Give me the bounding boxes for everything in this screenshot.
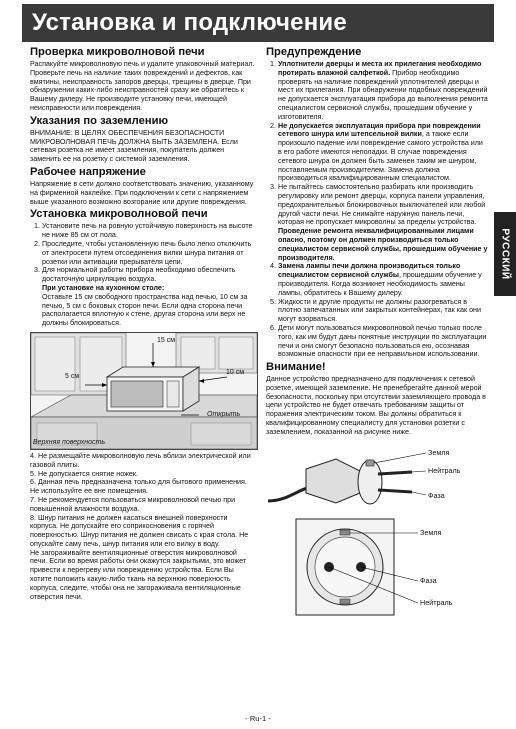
clearance-back-label: 10 см <box>226 368 245 376</box>
install-list-continued <box>30 452 256 549</box>
list-item: 5. Жидкости и другие продукты не должны разогреваться в плотно запечатанных или закрытых контейнерах, так как они могут взорваться. <box>278 298 488 324</box>
list-item <box>278 60 488 122</box>
warning-4-text: , прошедшим обучение у производителя. Когда возникнет необходимость замены лампы, обратитесь к Вашему дилеру. <box>278 271 482 297</box>
socket-neutral-label: Нейтраль <box>420 597 453 607</box>
section-check-title: Проверка микроволновой печи <box>30 46 205 58</box>
language-tab-label: РУССКИЙ <box>499 228 511 280</box>
socket-ground-label: Земля <box>420 527 442 537</box>
section-voltage-title: Рабочее напряжение <box>30 165 146 178</box>
warning-3-bold: Проведение ремонта неквалифицированными лицами опасно, поэтому он должен производиться только специалистом сервисной службы, прошедшим обучение у производителя. <box>278 227 488 262</box>
section-grounding-text: ВНИМАНИЕ: В ЦЕЛЯХ ОБЕСПЕЧЕНИЯ БЕЗОПАСНОСТИ МИКРОВОЛНОВАЯ ПЕЧЬ ДОЛЖНА БЫТЬ ЗАЗЕМЛЕНА. Если сетевая розетка не имеет заземления, покупатель должен заменить ее на розетку с системой заземления. <box>30 128 238 164</box>
warning-1-text: Прибор необходимо проверять на наличие повреждений уплотнителей дверцы и мест их прилегания. При обнаружении подобных повреждений не допускается эксплуатация прибора до выполнения ремонта специалистом сервисной службы, прошедшим обучение у изготовителя. <box>278 68 488 121</box>
socket-figure <box>266 517 488 617</box>
install-list <box>30 222 256 328</box>
warning-2-text: , а также если произошло падение или повреждение самого устройства или в его работе имеются неполадки. В случае повреждения сетевого шнура он должен быть заменен таким же шнуром, поставляемым производителем. Замена должна производиться квалифицированным специалистом. <box>278 130 483 183</box>
socket-illustration <box>266 517 488 617</box>
left-column <box>30 44 256 601</box>
warning-2-bold: Не допускается эксплуатация прибора при повреждении сетевого шнура или штепсельной вилки <box>278 121 481 139</box>
section-install-title: Установка микроволновой печи <box>30 208 208 221</box>
list-item: 6. Данная печь предназначена только для бытового применения. Не используйте ее вне помещения. <box>30 478 247 496</box>
plug-illustration <box>266 441 488 513</box>
list-item: 8. Шнур питания не должен касаться внешней поверхности корпуса. Не допускайте его соприкосновения с горячей поверхностью. Шнур питания не должен свисать с края стола. Не опускайте саму печь, шнур питания или его вилку в воду. <box>30 513 249 548</box>
plug-neutral-label: Нейтраль <box>428 465 461 475</box>
right-column <box>266 44 488 617</box>
list-item: 1. Установите печь на ровную устойчивую поверхность на высоте не ниже 85 см от пола. <box>42 222 256 240</box>
list-item: 6. Дети могут пользоваться микроволновой печью только после того, как им будут даны понятные инструкции по эксплуатации печи и они смогут безопасно пользоваться ею, осознавая возможные опасности при ее неправильном использовании. <box>278 324 488 359</box>
list-item: 5. Не допускается снятие ножек. <box>30 469 138 478</box>
plug-ground-label: Земля <box>428 447 450 457</box>
warning-1-bold: Уплотнители дверцы и места их прилегания необходимо протирать влажной салфеткой. <box>278 60 482 77</box>
language-tab <box>494 212 516 296</box>
kitchen-title: При установке на кухонном столе: <box>42 283 165 292</box>
list-item: 4. Не размещайте микроволновую печь вблизи электрической или газовой плиты. <box>30 451 251 469</box>
warning-list <box>266 60 488 359</box>
open-label: Открыть <box>207 410 241 418</box>
list-item: 7. Не рекомендуется пользоваться микроволновой печью при повышенной влажности воздуха. <box>30 495 236 513</box>
clearance-illustration <box>31 333 257 449</box>
attention-text: Данное устройство предназначено для подключения к сетевой розетке, имеющей заземление. Не пренебрегайте данной мерой безопасности, поскольку при отсутствии заземляющего провода в цепи устройство не будет отвечать требованиям защиты от поражения электрическим током. Вы должны обратиться к квалифицированному специалисту для установки розетки с заземлением, показанной на рисунке ниже. <box>266 375 486 436</box>
ventilation-text: Не загораживайте вентиляционные отверстия микроволновой печи. Если во время работы они окажутся закрытыми, это может привести к перегреву или повреждению устройства. Если Вы хотите положить какую-либо ткань на верхнюю поверхность корпуса, следите, чтобы она не загораживала вентиляционные отверстия печи. <box>30 548 247 601</box>
clearance-top-label: 15 см <box>157 336 176 344</box>
page-number: - Ru-1 - <box>245 714 271 723</box>
list-item <box>278 262 488 297</box>
list-item <box>42 266 256 328</box>
list-item-text: Для нормальной работы прибора необходимо обеспечить достаточную циркуляцию воздуха. <box>42 266 236 284</box>
page-title: Установка и подключение <box>32 9 347 36</box>
section-grounding-title: Указания по заземлению <box>30 114 169 127</box>
warning-3-text: Не пытайтесь самостоятельно разбирать или производить регулировку или ремонт дверцы, корпуса панели управления, предохранительных блокировочных выключателей или любой другой части печи. Не снимайте наружную панель печи, которая не пропускает микроволны за пределы устройства. <box>278 183 486 227</box>
section-check-text: Распакуйте микроволновую печь и удалите упаковочный материал. Проверьте печь на наличие таких повреждений и дефектов, как вмятины, неисправность запоров дверцы, трещины в дверце. При обнаружении каких-либо неисправностей сразу же обратитесь к Вашему дилеру. Не производите установку печи, имеющей неисправности или повреждения. <box>30 60 255 112</box>
warning-title: Предупреждение <box>266 46 362 58</box>
clearance-side-label: 5 см <box>65 372 80 380</box>
section-voltage-text: Напряжение в сети должно соответствовать значению, указанному на фирменной наклейке. При подключении к сети с напряжением выше указанного возможно возгорание или другие повреждения. <box>30 179 254 206</box>
kitchen-text: Оставьте 15 см свободного пространства над печью, 10 см за печью, 5 см с боковых сторон печи. Если одна сторона печи располагается вплотную к стене, другая сторона или верх не должны блокироваться. <box>42 292 248 328</box>
list-item <box>278 122 488 184</box>
list-item: 2. Проследите, чтобы установленную печь было легко отключить от электросети путем отсоединения вилки шнура питания от розетки или активации прерывателя цепи. <box>42 240 256 266</box>
list-item <box>278 183 488 262</box>
clearance-figure <box>30 332 258 450</box>
surface-label: Верхняя поверхность <box>33 438 106 446</box>
socket-phase-label: Фаза <box>420 575 437 585</box>
plug-phase-label: Фаза <box>428 490 445 500</box>
attention-title: Внимание! <box>266 361 326 374</box>
page-header <box>22 4 494 42</box>
plug-figure <box>266 441 488 513</box>
warning-4-bold: Замена лампы печи должна производиться только специалистом сервисной службы <box>278 262 461 280</box>
